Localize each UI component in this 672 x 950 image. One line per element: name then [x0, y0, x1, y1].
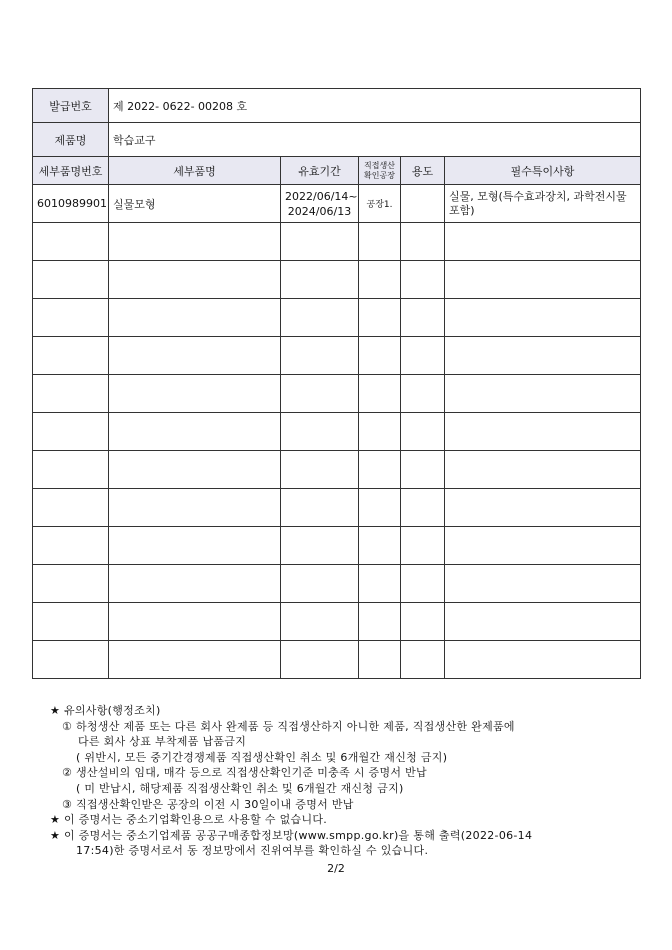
notice-item-2-penalty: ( 미 반납시, 해당제품 직접생산확인 취소 및 6개월간 재신청 금지) [76, 781, 404, 795]
notice-item-1: ① 하청생산 제품 또는 다른 회사 완제품 등 직접생산하지 아니한 제품, 직접생산한 완제품에 [62, 719, 515, 733]
detail-name-cell: 실물모형 [109, 185, 281, 223]
empty-row [33, 603, 641, 641]
page-number: 2/2 [327, 862, 345, 875]
issue-number-label: 발급번호 [33, 89, 109, 123]
issue-number-value: 제 2022- 0622- 00208 호 [109, 89, 641, 123]
notice-heading: ★ 유의사항(행정조치) [50, 704, 161, 717]
factory-cell: 공장1. [359, 185, 401, 223]
header-valid-period: 유효기간 [281, 157, 359, 185]
notice-item-2: ② 생산설비의 임대, 매각 등으로 직접생산확인기준 미충족 시 증명서 반납 [62, 766, 427, 780]
empty-row [33, 489, 641, 527]
notice-section [50, 703, 650, 859]
notice-print-info-cont: 17:54)한 증명서로서 동 정보망에서 진위여부를 확인하실 수 있습니다. [76, 844, 429, 858]
empty-row [33, 527, 641, 565]
requirement-cell: 실물, 모형(특수효과장치, 과학전시물 포함) [445, 185, 641, 223]
header-detail-name: 세부품명 [109, 157, 281, 185]
valid-from: 2022/06/14~ [285, 189, 358, 203]
empty-row [33, 223, 641, 261]
product-name-row [33, 123, 641, 157]
empty-row [33, 337, 641, 375]
header-usage: 용도 [401, 157, 445, 185]
product-name-label: 제품명 [33, 123, 109, 157]
empty-row [33, 299, 641, 337]
empty-row [33, 375, 641, 413]
notice-item-1-penalty: ( 위반시, 모든 중기간경쟁제품 직접생산확인 취소 및 6개월간 재신청 금지) [76, 750, 448, 764]
valid-period-cell [281, 185, 359, 223]
header-requirements: 필수특이사항 [445, 157, 641, 185]
valid-to: 2024/06/13 [287, 204, 352, 218]
product-name-value: 학습교구 [109, 123, 641, 157]
header-factory: 직접생산 확인공장 [359, 157, 401, 185]
notice-item-1-cont: 다른 회사 상표 부착제품 납품금지 [78, 735, 247, 749]
detail-code-cell: 6010989901 [33, 185, 109, 223]
notice-item-3: ③ 직접생산확인받은 공장의 이전 시 30일이내 증명서 반납 [62, 797, 354, 811]
empty-row [33, 565, 641, 603]
certificate-table [32, 88, 641, 679]
header-detail-code: 세부품명번호 [33, 157, 109, 185]
notice-sme-warning: ★ 이 증명서는 중소기업확인용으로 사용할 수 없습니다. [50, 813, 328, 827]
empty-row [33, 451, 641, 489]
empty-row [33, 261, 641, 299]
usage-cell [401, 185, 445, 223]
issue-number-row [33, 89, 641, 123]
empty-row [33, 641, 641, 679]
empty-row [33, 413, 641, 451]
table-row [33, 185, 641, 223]
notice-print-info: ★ 이 증명서는 중소기업제품 공공구매종합정보망(www.smpp.go.kr)을 통해 출력(2022-06-14 [50, 828, 533, 842]
table-header-row [33, 157, 641, 185]
